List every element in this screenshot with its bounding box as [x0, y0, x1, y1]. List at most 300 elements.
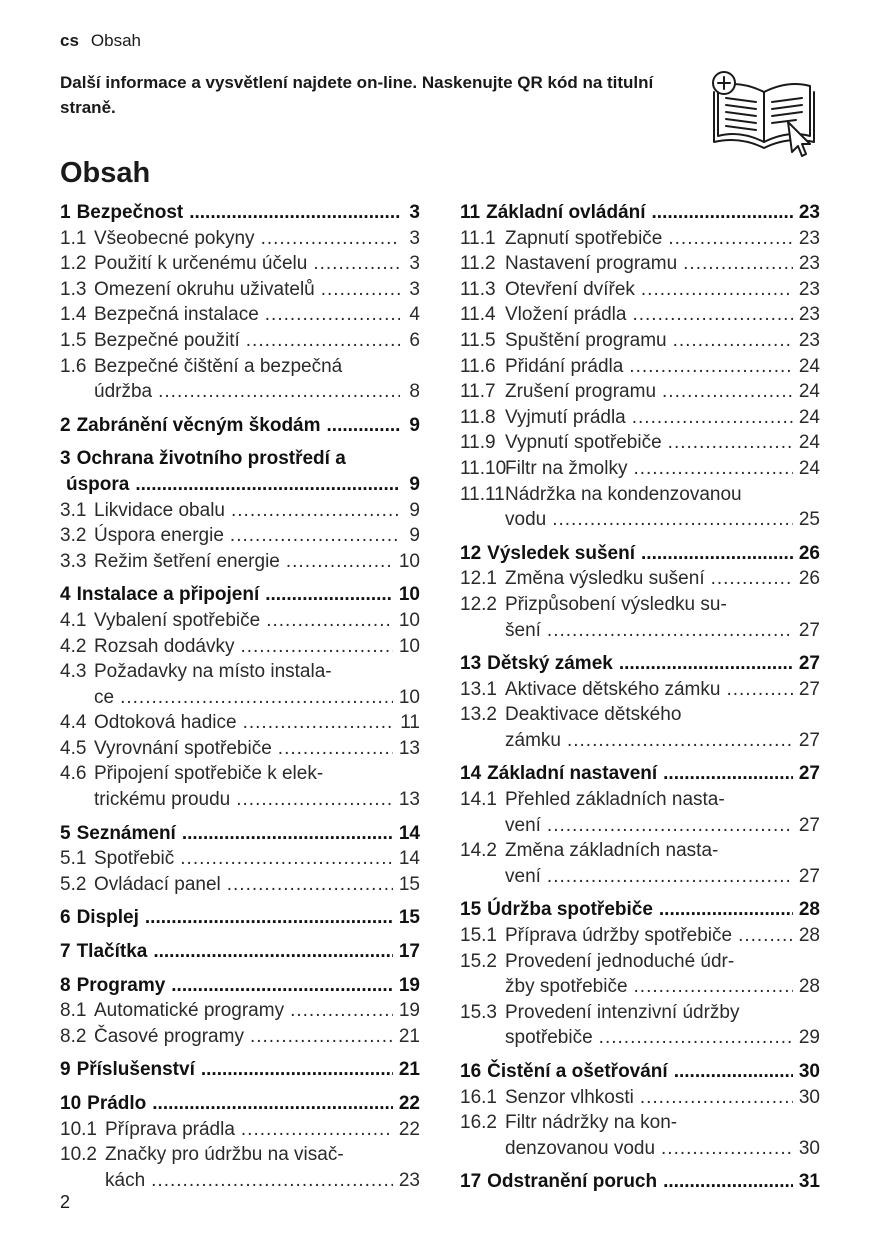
toc-number: 11.9: [460, 432, 496, 454]
toc-page-number: 24: [798, 381, 820, 403]
toc-title: Úspora energie: [94, 525, 224, 547]
toc-subentry[interactable]: [60, 710, 420, 736]
toc-page-number: 24: [798, 406, 820, 428]
toc-page-number: 9: [409, 499, 420, 521]
toc-number: 1.1: [60, 227, 87, 249]
toc-leader-dots: [738, 923, 793, 949]
toc-subentry[interactable]: [60, 736, 420, 762]
toc-title-continued: kách: [105, 1169, 146, 1191]
toc-number: 4.1: [60, 609, 87, 631]
toc-leader-dots: [668, 226, 792, 252]
toc-title: Příslušenství: [76, 1059, 195, 1081]
toc-leader-dots: [599, 1025, 793, 1051]
toc-leader-dots: [659, 897, 793, 923]
toc-leader-dots: [313, 251, 400, 277]
toc-leader-dots: [726, 677, 792, 703]
toc-number: 1.3: [60, 278, 87, 300]
toc-leader-dots: [145, 905, 393, 931]
toc-title-continued: denzovanou vodu: [505, 1137, 656, 1159]
toc-page-number: 10: [398, 609, 420, 631]
toc-leader-dots: [711, 566, 793, 592]
toc-title: Čistění a ošetřování: [487, 1061, 668, 1082]
toc-number: 5.2: [60, 873, 87, 895]
toc-title: Ochrana životního prostředí a: [76, 448, 346, 470]
toc-subentry[interactable]: [60, 608, 420, 634]
toc-number: 3.2: [60, 525, 87, 547]
toc-number: 7: [60, 941, 71, 963]
toc-title: Bezpečnost: [76, 202, 184, 223]
toc-title-continued: spotřebiče: [505, 1027, 593, 1049]
toc-subentry[interactable]: [460, 1085, 820, 1111]
toc-subentry[interactable]: [460, 302, 820, 328]
toc-subentry[interactable]: [60, 302, 420, 328]
toc-number: 11.3: [460, 278, 496, 300]
toc-leader-dots: [641, 541, 793, 567]
toc-number: 16: [460, 1061, 482, 1082]
toc-number: 15: [460, 899, 482, 921]
toc-page-number: 23: [798, 329, 820, 351]
toc-title: Automatické programy: [94, 1000, 285, 1022]
toc-page-number: 24: [798, 432, 820, 454]
toc-subentry[interactable]: [460, 677, 820, 703]
page-title: Obsah: [60, 157, 151, 189]
toc-title: Bezpečná instalace: [94, 304, 259, 326]
toc-page-number: 30: [798, 1137, 820, 1159]
toc-title: Změna základních nasta-: [505, 840, 719, 862]
toc-number: 8: [60, 974, 71, 996]
toc-page-number: 10: [398, 635, 420, 657]
toc-chapter[interactable]: [460, 541, 820, 567]
toc-title: Značky pro údržbu na visač-: [105, 1144, 344, 1166]
toc-subentry[interactable]: [60, 277, 420, 303]
toc-subentry[interactable]: [460, 226, 820, 252]
toc-leader-dots: [250, 1024, 393, 1050]
toc-title: Všeobecné pokyny: [94, 227, 255, 249]
toc-leader-dots: [632, 302, 792, 328]
toc-chapter[interactable]: [460, 1169, 820, 1195]
toc-page-number: 27: [798, 729, 820, 751]
toc-page-number: 3: [409, 278, 420, 300]
toc-subentry[interactable]: [460, 566, 820, 592]
toc-number: 3: [60, 448, 71, 470]
toc-page-number: 27: [798, 653, 820, 675]
toc-page-number: 4: [409, 304, 420, 326]
toc-subentry[interactable]: [460, 838, 820, 889]
language-code: cs: [60, 31, 79, 50]
toc-subentry[interactable]: [60, 549, 420, 575]
toc-chapter[interactable]: [460, 897, 820, 923]
toc-title: Aktivace dětského zámku: [505, 678, 721, 700]
toc-number: 10: [60, 1093, 82, 1114]
toc-leader-dots: [265, 302, 400, 328]
toc-page-number: 21: [398, 1059, 420, 1081]
toc-page-number: 24: [798, 457, 820, 479]
toc-leader-dots: [246, 328, 400, 354]
toc-number: 4.3: [60, 661, 87, 683]
toc-chapter[interactable]: [60, 973, 420, 999]
toc-page-number: 19: [398, 974, 420, 996]
toc-page-number: 23: [798, 253, 820, 275]
toc-leader-dots: [241, 1117, 393, 1143]
toc-subentry[interactable]: [460, 251, 820, 277]
toc-subentry[interactable]: [60, 998, 420, 1024]
toc-leader-dots: [683, 251, 793, 277]
toc-subentry[interactable]: [60, 1142, 420, 1193]
toc-subentry[interactable]: [460, 923, 820, 949]
toc-number: 3.3: [60, 550, 87, 572]
toc-title: Senzor vlhkosti: [505, 1086, 634, 1108]
toc-subentry[interactable]: [60, 872, 420, 898]
toc-chapter[interactable]: [60, 200, 420, 226]
toc-title: Rozsah dodávky: [94, 635, 235, 657]
toc-title-continued: vení: [505, 865, 541, 887]
toc-number: 1.5: [60, 329, 87, 351]
toc-leader-dots: [152, 1091, 393, 1117]
toc-column-right: [460, 200, 820, 1195]
toc-title: Instalace a připojení: [76, 584, 260, 606]
toc-title-continued: trickému proudu: [94, 789, 231, 811]
toc-page-number: 28: [798, 976, 820, 998]
toc-leader-dots: [189, 200, 400, 226]
toc-leader-dots: [547, 813, 793, 839]
toc-leader-dots: [674, 1059, 793, 1085]
toc-leader-dots: [180, 846, 393, 872]
toc-chapter[interactable]: [60, 413, 420, 439]
toc-number: 1: [60, 202, 71, 223]
toc-page-number: 29: [798, 1027, 820, 1049]
toc-leader-dots: [634, 974, 793, 1000]
toc-number: 1.2: [60, 253, 87, 275]
toc-leader-dots: [265, 582, 393, 608]
toc-page-number: 28: [798, 899, 820, 921]
toc-title: Bezpečné čištění a bezpečná: [94, 355, 343, 377]
toc-number: 14.2: [460, 840, 497, 862]
toc-title: Nastavení programu: [505, 253, 678, 275]
toc-subentry[interactable]: [460, 277, 820, 303]
toc-page-number: 6: [409, 329, 420, 351]
toc-page-number: 27: [798, 814, 820, 836]
toc-leader-dots: [640, 1085, 793, 1111]
toc-title-continued: šení: [505, 619, 541, 641]
toc-page-number: 23: [798, 304, 820, 326]
toc-leader-dots: [663, 761, 793, 787]
toc-number: 11: [460, 202, 481, 223]
toc-title: Vyrovnání spotřebiče: [94, 737, 272, 759]
toc-title: Dětský zámek: [487, 653, 613, 675]
toc-page-number: 14: [398, 848, 420, 870]
toc-leader-dots: [629, 354, 793, 380]
toc-number: 11.2: [460, 253, 496, 275]
toc-number: 11.5: [460, 329, 496, 351]
toc-number: 4.6: [60, 763, 87, 785]
toc-leader-dots: [652, 200, 793, 226]
toc-title: Požadavky na místo instala-: [94, 661, 332, 683]
toc-number: 12: [460, 542, 482, 564]
toc-page-number: 26: [798, 542, 820, 564]
toc-title: Vyjmutí prádla: [505, 406, 626, 428]
toc-page-number: 3: [409, 227, 420, 249]
toc-subentry[interactable]: [460, 405, 820, 431]
toc-subentry[interactable]: [60, 251, 420, 277]
toc-leader-dots: [661, 1136, 793, 1162]
toc-page-number: 11: [400, 712, 420, 734]
toc-page-number: 3: [409, 202, 420, 223]
toc-subentry[interactable]: [60, 1117, 420, 1143]
toc-title: Příprava údržby spotřebiče: [505, 925, 733, 947]
toc-leader-dots: [547, 618, 793, 644]
toc-number: 11.11: [460, 483, 505, 505]
toc-subentry[interactable]: [460, 1000, 820, 1051]
toc-leader-dots: [261, 226, 400, 252]
toc-subentry[interactable]: [460, 354, 820, 380]
toc-page-number: 17: [398, 941, 420, 963]
toc-title: Režim šetření energie: [94, 550, 280, 572]
toc-chapter[interactable]: [460, 200, 820, 226]
toc-subentry[interactable]: [60, 354, 420, 405]
toc-title: Likvidace obalu: [94, 499, 225, 521]
toc-chapter[interactable]: [60, 821, 420, 847]
toc-page-number: 3: [409, 253, 420, 275]
toc-title: Seznámení: [76, 822, 176, 844]
toc-number: 10.1: [60, 1118, 97, 1140]
toc-subentry[interactable]: [60, 226, 420, 252]
running-header: [60, 31, 141, 51]
toc-number: 4.5: [60, 737, 87, 759]
toc-number: 1.4: [60, 304, 87, 326]
toc-subentry[interactable]: [60, 328, 420, 354]
toc-leader-dots: [663, 1169, 793, 1195]
toc-subentry[interactable]: [460, 456, 820, 482]
toc-chapter[interactable]: [60, 939, 420, 965]
toc-page-number: 30: [798, 1061, 820, 1082]
toc-title: Prádlo: [87, 1093, 147, 1114]
toc-title-continued: žby spotřebiče: [505, 976, 628, 998]
toc-number: 13.1: [460, 678, 497, 700]
toc-number: 15.1: [460, 925, 497, 947]
toc-page-number: 25: [798, 509, 820, 531]
toc-subentry[interactable]: [60, 846, 420, 872]
toc-leader-dots: [230, 523, 400, 549]
toc-number: 16.1: [460, 1086, 497, 1108]
toc-leader-dots: [135, 472, 400, 498]
toc-chapter[interactable]: [60, 905, 420, 931]
toc-subentry[interactable]: [460, 702, 820, 753]
toc-title: Odstranění poruch: [487, 1171, 658, 1193]
toc-number: 16.2: [460, 1112, 497, 1134]
toc-number: 11.8: [460, 406, 496, 428]
toc-title: Příprava prádla: [105, 1118, 235, 1140]
toc-subentry[interactable]: [460, 787, 820, 838]
toc-subentry[interactable]: [460, 482, 820, 533]
toc-page-number: 10: [398, 584, 420, 606]
toc-leader-dots: [673, 328, 793, 354]
toc-chapter[interactable]: [460, 761, 820, 787]
toc-chapter[interactable]: [60, 1091, 420, 1117]
toc-leader-dots: [227, 872, 393, 898]
toc-number: 5: [60, 822, 71, 844]
toc-subentry[interactable]: [60, 634, 420, 660]
toc-title-continued: úspora: [66, 473, 130, 495]
toc-leader-dots: [120, 685, 393, 711]
toc-chapter[interactable]: [60, 582, 420, 608]
toc-page-number: 23: [798, 227, 820, 249]
toc-chapter[interactable]: [460, 651, 820, 677]
toc-number: 13: [460, 653, 482, 675]
toc-subentry[interactable]: [60, 523, 420, 549]
toc-page-number: 27: [798, 678, 820, 700]
toc-page-number: 13: [398, 737, 420, 759]
toc-page-number: 28: [798, 925, 820, 947]
toc-number: 11.4: [460, 304, 496, 326]
toc-title: Použití k určenému účelu: [94, 253, 308, 275]
toc-chapter[interactable]: [60, 446, 420, 497]
toc-leader-dots: [321, 277, 400, 303]
toc-number: 15.2: [460, 950, 497, 972]
toc-page-number: 9: [409, 414, 420, 436]
toc-leader-dots: [547, 864, 793, 890]
toc-subentry[interactable]: [60, 498, 420, 524]
toc-leader-dots: [278, 736, 393, 762]
toc-page-number: 9: [409, 473, 420, 495]
toc-page-number: 24: [798, 355, 820, 377]
toc-title: Displej: [76, 907, 139, 929]
toc-page-number: 10: [398, 550, 420, 572]
toc-title: Přehled základních nasta-: [505, 789, 725, 811]
toc-title: Tlačítka: [76, 941, 148, 963]
toc-leader-dots: [668, 430, 793, 456]
toc-title-continued: vodu: [505, 509, 547, 531]
header-section: Obsah: [90, 31, 142, 50]
toc-title-continued: ce: [94, 686, 115, 708]
toc-page-number: 27: [798, 763, 820, 785]
toc-number: 5.1: [60, 848, 87, 870]
toc-number: 1.6: [60, 355, 87, 377]
toc-page-number: 13: [398, 789, 420, 811]
toc-page-number: 22: [398, 1093, 420, 1114]
toc-leader-dots: [662, 379, 793, 405]
toc-title: Výsledek sušení: [487, 542, 636, 564]
toc-page-number: 15: [398, 873, 420, 895]
toc-chapter[interactable]: [460, 1059, 820, 1085]
toc-subentry[interactable]: [460, 430, 820, 456]
toc-subentry[interactable]: [460, 1110, 820, 1161]
toc-title: Základní nastavení: [487, 763, 658, 785]
toc-title: Vypnutí spotřebiče: [505, 432, 662, 454]
toc-page-number: 30: [798, 1086, 820, 1108]
toc-title-continued: vení: [505, 814, 541, 836]
toc-number: 14: [460, 763, 482, 785]
toc-leader-dots: [182, 821, 393, 847]
book-info-icon: [710, 70, 820, 160]
toc-number: 11.1: [460, 227, 496, 249]
toc-title: Vybalení spotřebiče: [94, 609, 261, 631]
toc-number: 4.4: [60, 712, 87, 734]
toc-leader-dots: [171, 973, 393, 999]
toc-leader-dots: [236, 787, 393, 813]
toc-leader-dots: [290, 998, 393, 1024]
toc-page-number: 8: [409, 381, 420, 403]
toc-title: Přidání prádla: [505, 355, 624, 377]
toc-title: Přizpůsobení výsledku su-: [505, 593, 727, 615]
toc-title-continued: zámku: [505, 729, 561, 751]
toc-subentry[interactable]: [60, 1024, 420, 1050]
toc-number: 11.6: [460, 355, 496, 377]
toc-number: 11.7: [460, 381, 496, 403]
toc-title: Provedení intenzivní údržby: [505, 1001, 740, 1023]
toc-title: Programy: [76, 974, 166, 996]
toc-number: 10.2: [60, 1144, 97, 1166]
toc-leader-dots: [327, 413, 400, 439]
toc-title: Změna výsledku sušení: [505, 568, 705, 590]
toc-subentry[interactable]: [460, 328, 820, 354]
toc-title: Spotřebič: [94, 848, 175, 870]
toc-subentry[interactable]: [60, 761, 420, 812]
toc-page-number: 19: [398, 1000, 420, 1022]
toc-title: Deaktivace dětského: [505, 704, 682, 726]
toc-leader-dots: [201, 1057, 393, 1083]
toc-leader-dots: [240, 634, 392, 660]
toc-title: Nádržka na kondenzovanou: [505, 483, 742, 505]
toc-number: 2: [60, 414, 71, 436]
toc-number: 4.2: [60, 635, 87, 657]
toc-leader-dots: [633, 456, 792, 482]
toc-leader-dots: [641, 277, 793, 303]
toc-page-number: 27: [798, 619, 820, 641]
toc-title: Zapnutí spotřebiče: [505, 227, 663, 249]
toc-leader-dots: [243, 710, 395, 736]
toc-number: 4: [60, 584, 71, 606]
toc-subentry[interactable]: [460, 379, 820, 405]
toc-subentry[interactable]: [60, 659, 420, 710]
toc-subentry[interactable]: [460, 592, 820, 643]
toc-column-left: [60, 200, 420, 1193]
toc-leader-dots: [151, 1168, 393, 1194]
toc-title: Časové programy: [94, 1025, 244, 1047]
toc-title: Omezení okruhu uživatelů: [94, 278, 315, 300]
toc-leader-dots: [158, 379, 400, 405]
toc-page-number: 14: [398, 822, 420, 844]
toc-title: Zabránění věcným škodám: [76, 414, 321, 436]
toc-title: Připojení spotřebiče k elek-: [94, 763, 324, 785]
toc-title: Odtoková hadice: [94, 712, 237, 734]
toc-page-number: 27: [798, 865, 820, 887]
toc-page-number: 23: [798, 202, 820, 223]
toc-number: 13.2: [460, 704, 497, 726]
toc-number: 8.1: [60, 1000, 87, 1022]
toc-page-number: 23: [398, 1169, 420, 1191]
toc-leader-dots: [231, 498, 400, 524]
intro-text: Další informace a vysvětlení najdete on-line. Naskenujte QR kód na titulní straně.: [60, 73, 654, 117]
toc-page-number: 10: [398, 686, 420, 708]
toc-number: 17: [460, 1171, 482, 1193]
toc-chapter[interactable]: [60, 1057, 420, 1083]
toc-leader-dots: [286, 549, 393, 575]
toc-title: Ovládací panel: [94, 873, 221, 895]
toc-leader-dots: [632, 405, 793, 431]
toc-page-number: 9: [409, 525, 420, 547]
toc-page-number: 15: [398, 907, 420, 929]
toc-title: Bezpečné použití: [94, 329, 240, 351]
toc-title: Základní ovládání: [486, 202, 646, 223]
toc-page-number: 26: [798, 568, 820, 590]
toc-subentry[interactable]: [460, 949, 820, 1000]
toc-title: Údržba spotřebiče: [487, 899, 653, 921]
toc-leader-dots: [619, 651, 793, 677]
page-number: 2: [60, 1192, 71, 1212]
toc-number: 12.1: [460, 568, 497, 590]
toc-page-number: 31: [798, 1171, 820, 1193]
toc-title: Zrušení programu: [505, 381, 657, 403]
